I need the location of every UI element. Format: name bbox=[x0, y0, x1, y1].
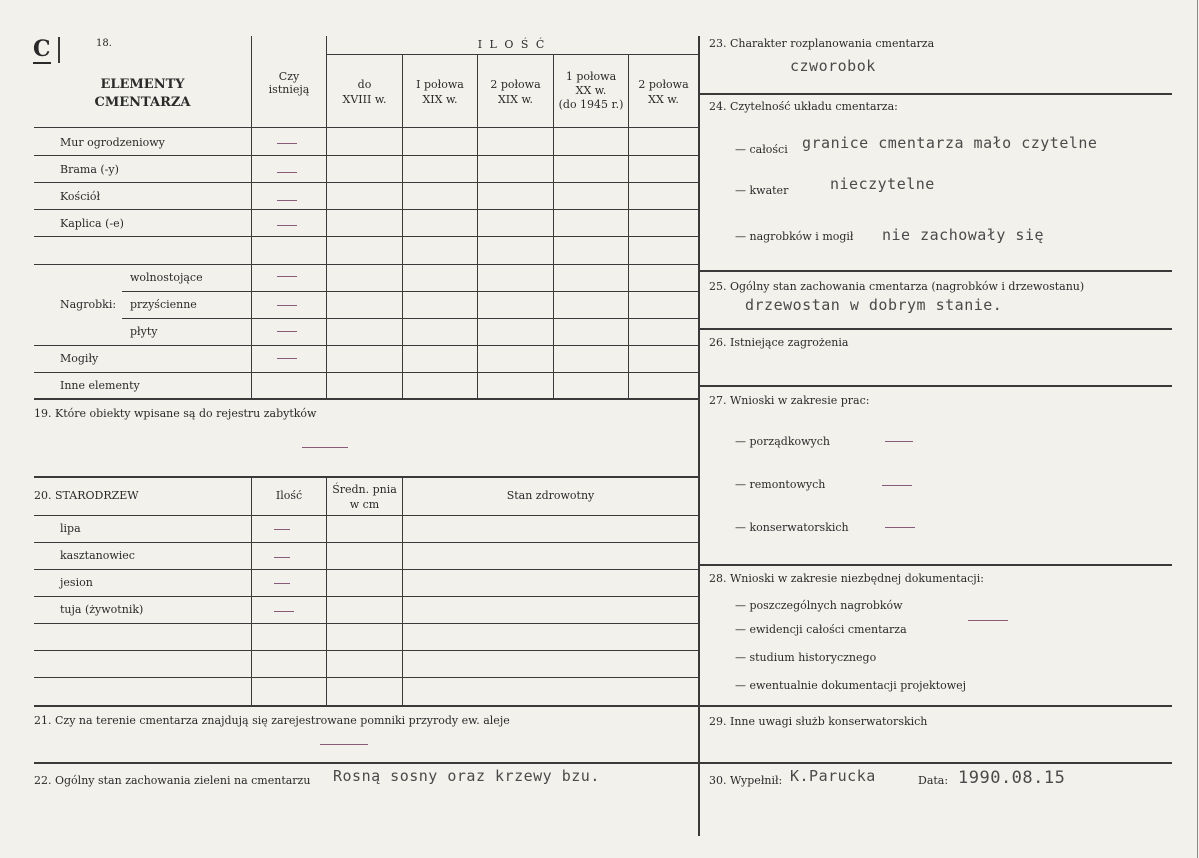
question-28: 28. Wnioski w zakresie niezbędnej dokumentacji: bbox=[709, 572, 984, 585]
tree-name: tuja (żywotnik) bbox=[60, 603, 144, 616]
grid-line bbox=[34, 596, 698, 597]
question-29: 29. Inne uwagi służb konserwatorskich bbox=[709, 715, 928, 728]
grid-line bbox=[122, 291, 698, 292]
dash-mark bbox=[968, 620, 1008, 621]
grid-line bbox=[700, 385, 1172, 387]
grid-line bbox=[34, 650, 698, 651]
grid-line bbox=[402, 476, 403, 705]
grid-line bbox=[34, 705, 698, 707]
q27-item: — konserwatorskich bbox=[735, 521, 849, 534]
grid-line bbox=[34, 569, 698, 570]
period-header: 2 połowa bbox=[638, 78, 689, 91]
row-label: Mogiły bbox=[60, 352, 99, 365]
tree-col-header: Stan zdrowotny bbox=[506, 489, 595, 502]
period-header: (do 1945 r.) bbox=[558, 98, 624, 111]
center-divider bbox=[698, 36, 700, 836]
q28-item: — ewidencji całości cmentarza bbox=[735, 623, 907, 636]
elements-title: CMENTARZA bbox=[94, 95, 191, 110]
dash-mark bbox=[277, 276, 297, 277]
dash-mark bbox=[277, 143, 297, 144]
q27-item: — porządkowych bbox=[735, 435, 830, 448]
czy-header: Czy bbox=[278, 70, 300, 83]
section-number: 18. bbox=[96, 38, 112, 49]
grid-line bbox=[628, 55, 629, 398]
elements-title: ELEMENTY bbox=[100, 77, 185, 92]
answer-24-nagrobkow: nie zachowały się bbox=[882, 226, 1045, 244]
answer-25: drzewostan w dobrym stanie. bbox=[745, 296, 1003, 314]
grid-line bbox=[700, 93, 1172, 95]
tree-col-header: Średn. pnia bbox=[332, 483, 397, 496]
grid-line bbox=[251, 476, 252, 705]
dash-mark bbox=[274, 583, 290, 584]
dash-mark bbox=[277, 358, 297, 359]
grid-line bbox=[34, 515, 698, 516]
grid-line bbox=[34, 762, 698, 764]
period-header: 1 połowa bbox=[565, 70, 617, 83]
date-value: 1990.08.15 bbox=[958, 768, 1066, 788]
q27-item: — remontowych bbox=[735, 478, 826, 491]
section-mark bbox=[58, 37, 60, 63]
period-header: XVIII w. bbox=[342, 93, 387, 106]
q28-item: — ewentualnie dokumentacji projektowej bbox=[735, 679, 967, 692]
answer-24-calosci: granice cmentarza mało czytelne bbox=[802, 134, 1098, 152]
grid-line bbox=[700, 705, 1172, 707]
question-20: 20. STARODRZEW bbox=[34, 489, 139, 502]
dash-mark bbox=[302, 447, 348, 448]
row-label: przyścienne bbox=[130, 298, 197, 311]
question-23: 23. Charakter rozplanowania cmentarza bbox=[709, 37, 935, 50]
tree-col-header: w cm bbox=[349, 498, 380, 511]
dash-mark bbox=[277, 200, 297, 201]
grid-line bbox=[34, 155, 698, 156]
label-calosci: — całości bbox=[735, 143, 788, 156]
dash-mark bbox=[277, 331, 297, 332]
dash-mark bbox=[274, 557, 290, 558]
period-header: XIX w. bbox=[422, 93, 458, 106]
row-label: Kościół bbox=[60, 190, 101, 203]
question-25: 25. Ogólny stan zachowania cmentarza (nagrobków i drzewostanu) bbox=[709, 280, 1085, 293]
grid-line bbox=[34, 542, 698, 543]
answer-23: czworobok bbox=[790, 57, 876, 75]
ilosc-header: I L O Ś Ć bbox=[477, 38, 547, 51]
row-label: Kaplica (-e) bbox=[60, 217, 124, 230]
question-30: 30. Wypełnił: bbox=[709, 774, 783, 787]
grid-line bbox=[34, 209, 698, 210]
label-nagrobkow: — nagrobków i mogił bbox=[735, 230, 854, 243]
dash-mark bbox=[277, 225, 297, 226]
row-label: Nagrobki: bbox=[60, 298, 117, 311]
question-24: 24. Czytelność układu cmentarza: bbox=[709, 100, 898, 113]
answer-24-kwater: nieczytelne bbox=[830, 175, 935, 193]
grid-line bbox=[700, 564, 1172, 566]
tree-name: lipa bbox=[60, 522, 81, 535]
grid-line bbox=[34, 182, 698, 183]
dash-mark bbox=[885, 441, 913, 442]
question-19: 19. Które obiekty wpisane są do rejestru zabytków bbox=[34, 407, 317, 420]
section-letter: C bbox=[33, 36, 51, 62]
grid-line bbox=[34, 127, 698, 128]
question-21: 21. Czy na terenie cmentarza znajdują się zarejestrowane pomniki przyrody ew. aleje bbox=[34, 714, 510, 727]
grid-line bbox=[122, 318, 698, 319]
grid-line bbox=[34, 623, 698, 624]
filled-by-name: K.Parucka bbox=[790, 767, 876, 785]
period-header: XX w. bbox=[648, 93, 679, 106]
row-label: Brama (-y) bbox=[60, 163, 119, 176]
question-22: 22. Ogólny stan zachowania zieleni na cmentarzu bbox=[34, 774, 311, 787]
row-label: wolnostojące bbox=[130, 271, 203, 284]
tree-name: kasztanowiec bbox=[60, 549, 135, 562]
period-header: do bbox=[357, 78, 372, 91]
dash-mark bbox=[320, 744, 368, 745]
grid-line bbox=[700, 762, 1172, 764]
grid-line bbox=[34, 677, 698, 678]
period-header: XIX w. bbox=[497, 93, 534, 106]
period-header: XX w. bbox=[575, 84, 607, 97]
date-label: Data: bbox=[918, 774, 949, 787]
grid-line bbox=[34, 398, 698, 400]
tree-name: jesion bbox=[60, 576, 93, 589]
grid-line bbox=[477, 55, 478, 398]
grid-line bbox=[34, 345, 698, 346]
page-edge bbox=[1197, 0, 1198, 858]
row-label: Inne elementy bbox=[60, 379, 140, 392]
grid-line bbox=[402, 55, 403, 398]
period-header: 2 połowa bbox=[490, 78, 541, 91]
question-26: 26. Istniejące zagrożenia bbox=[709, 336, 849, 349]
grid-line bbox=[34, 476, 698, 478]
q28-item: — studium historycznego bbox=[735, 651, 877, 664]
dash-mark bbox=[277, 172, 297, 173]
grid-line bbox=[700, 328, 1172, 330]
period-header: I połowa bbox=[416, 78, 464, 91]
answer-22: Rosną sosny oraz krzewy bzu. bbox=[333, 767, 600, 785]
row-label: Mur ogrodzeniowy bbox=[60, 136, 165, 149]
czy-header: istnieją bbox=[268, 83, 310, 96]
grid-line bbox=[34, 236, 698, 237]
dash-mark bbox=[885, 527, 915, 528]
dash-mark bbox=[274, 529, 290, 530]
row-label: płyty bbox=[130, 325, 158, 338]
label-kwater: — kwater bbox=[735, 184, 789, 197]
grid-line bbox=[34, 264, 698, 265]
grid-line bbox=[700, 270, 1172, 272]
dash-mark bbox=[882, 485, 912, 486]
dash-mark bbox=[274, 611, 294, 612]
q28-item: — poszczególnych nagrobków bbox=[735, 599, 903, 612]
question-27: 27. Wnioski w zakresie prac: bbox=[709, 394, 870, 407]
grid-line bbox=[326, 54, 698, 55]
grid-line bbox=[34, 372, 698, 373]
dash-mark bbox=[277, 305, 297, 306]
tree-col-header: Ilość bbox=[275, 489, 303, 502]
